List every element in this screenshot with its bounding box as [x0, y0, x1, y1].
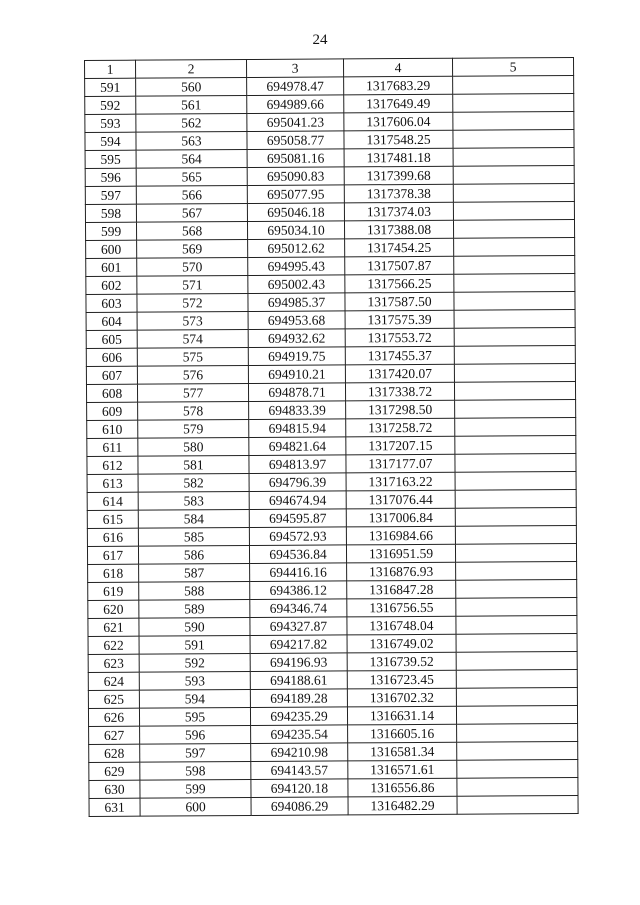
table-cell — [453, 112, 574, 131]
table-cell: 576 — [137, 366, 248, 385]
table-cell — [455, 508, 576, 527]
table-cell: 601 — [86, 258, 137, 276]
table-row — [89, 795, 578, 816]
table-cell: 1317076.44 — [346, 490, 455, 509]
table-cell: 694188.61 — [250, 671, 347, 690]
table-cell — [453, 130, 574, 149]
table-cell: 604 — [86, 312, 137, 330]
table-cell: 581 — [138, 455, 249, 474]
table-cell — [455, 400, 576, 419]
table-cell — [455, 526, 576, 545]
table-cell: 593 — [139, 671, 250, 690]
table-cell: 1316556.86 — [348, 778, 457, 797]
table-cell: 617 — [87, 546, 138, 564]
table-cell: 1317163.22 — [346, 472, 455, 491]
table-cell: 564 — [136, 150, 247, 169]
table-cell: 597 — [140, 743, 251, 762]
table-cell — [454, 310, 575, 329]
table-cell: 621 — [88, 618, 139, 636]
table-cell — [454, 382, 575, 401]
column-header-5: 5 — [452, 58, 573, 77]
table-cell — [454, 328, 575, 347]
table-cell — [455, 544, 576, 563]
table-cell: 628 — [89, 744, 140, 762]
table-cell: 1317378.38 — [344, 184, 453, 203]
table-cell: 583 — [138, 491, 249, 510]
table-cell — [456, 669, 577, 688]
table-cell: 1317649.49 — [344, 94, 453, 113]
table-cell — [457, 723, 578, 742]
table-cell: 599 — [85, 222, 136, 240]
table-cell: 1316748.04 — [347, 616, 456, 635]
table-cell: 694120.18 — [251, 779, 348, 798]
table-cell: 626 — [88, 708, 139, 726]
table-cell: 695058.77 — [247, 131, 344, 150]
table-cell: 588 — [139, 581, 250, 600]
table-cell — [453, 148, 574, 167]
table-cell: 1317507.87 — [345, 256, 454, 275]
table-cell — [453, 76, 574, 95]
table-cell: 620 — [88, 600, 139, 618]
table-cell: 694416.16 — [250, 563, 347, 582]
table-cell: 563 — [136, 132, 247, 151]
table-cell: 694327.87 — [250, 617, 347, 636]
table-cell: 627 — [89, 726, 140, 744]
table-cell: 694932.62 — [248, 329, 345, 348]
table-cell: 596 — [140, 725, 251, 744]
table-cell: 1316571.61 — [348, 760, 457, 779]
table-cell: 694796.39 — [249, 473, 346, 492]
table-cell: 1317298.50 — [346, 400, 455, 419]
table-cell: 1317399.68 — [344, 166, 453, 185]
table-cell — [456, 562, 577, 581]
table-cell: 694985.37 — [248, 293, 345, 312]
table-cell — [453, 202, 574, 221]
table-cell: 561 — [136, 96, 247, 115]
table-cell: 574 — [137, 330, 248, 349]
table-cell: 1317566.25 — [345, 274, 454, 293]
table-cell: 597 — [85, 186, 136, 204]
table-cell: 1316749.02 — [347, 634, 456, 653]
table-cell: 611 — [87, 438, 138, 456]
table-cell: 622 — [88, 636, 139, 654]
table-cell: 694572.93 — [249, 527, 346, 546]
table-cell — [454, 292, 575, 311]
table-cell: 695041.23 — [247, 113, 344, 132]
table-cell: 1316984.66 — [346, 526, 455, 545]
table-cell: 616 — [87, 528, 138, 546]
column-header-4: 4 — [343, 58, 452, 77]
table-cell: 594 — [139, 689, 250, 708]
table-cell: 694813.97 — [249, 455, 346, 474]
column-header-3: 3 — [247, 59, 344, 78]
table-cell: 1317606.04 — [344, 112, 453, 131]
table-cell: 605 — [86, 330, 137, 348]
table-cell: 568 — [136, 222, 247, 241]
table-cell: 580 — [138, 438, 249, 457]
table-cell — [455, 454, 576, 473]
table-cell: 1317553.72 — [345, 328, 454, 347]
table-cell — [453, 184, 574, 203]
table-cell: 694210.98 — [251, 743, 348, 762]
table-cell: 586 — [138, 545, 249, 564]
table-cell: 1317455.37 — [345, 346, 454, 365]
table-cell: 593 — [85, 114, 136, 132]
table-cell: 1317587.50 — [345, 292, 454, 311]
table-cell: 606 — [86, 348, 137, 366]
table-cell: 1317374.03 — [344, 202, 453, 221]
table-cell: 694995.43 — [248, 257, 345, 276]
table-cell: 573 — [137, 312, 248, 331]
table-cell: 630 — [89, 780, 140, 798]
table-cell: 609 — [87, 402, 138, 420]
table-cell: 592 — [139, 653, 250, 672]
table-cell: 567 — [136, 204, 247, 223]
table-cell: 613 — [87, 474, 138, 492]
table-cell: 570 — [137, 258, 248, 277]
table-cell — [454, 346, 575, 365]
table-cell: 694196.93 — [250, 653, 347, 672]
coordinates-table — [84, 57, 579, 817]
table-cell: 1317006.84 — [346, 508, 455, 527]
table-cell — [456, 580, 577, 599]
table-cell: 562 — [136, 114, 247, 133]
table-cell — [457, 777, 578, 796]
table-cell: 695012.62 — [248, 239, 345, 258]
table-cell: 629 — [89, 762, 140, 780]
table-cell: 595 — [85, 150, 136, 168]
table-cell: 1317258.72 — [346, 418, 455, 437]
table-cell: 610 — [87, 420, 138, 438]
table-cell: 1316605.16 — [348, 724, 457, 743]
table-cell: 577 — [137, 384, 248, 403]
table-cell: 1317481.18 — [344, 148, 453, 167]
table-cell: 631 — [89, 798, 140, 816]
table-cell: 694235.29 — [250, 707, 347, 726]
table-cell — [455, 472, 576, 491]
table-cell: 579 — [138, 420, 249, 439]
table-cell: 571 — [137, 276, 248, 295]
table-cell: 623 — [88, 654, 139, 672]
table-cell: 1317338.72 — [345, 382, 454, 401]
table-cell: 694978.47 — [247, 77, 344, 96]
table-cell: 694815.94 — [249, 419, 346, 438]
table-cell: 575 — [137, 348, 248, 367]
table-cell: 1316739.52 — [347, 652, 456, 671]
table-cell: 566 — [136, 186, 247, 205]
table-cell — [455, 418, 576, 437]
table-cell: 1316482.29 — [348, 796, 457, 815]
table-cell — [457, 795, 578, 814]
table-cell: 572 — [137, 294, 248, 313]
table-cell: 694086.29 — [251, 797, 348, 816]
table-cell: 694143.57 — [251, 761, 348, 780]
table-cell: 1317575.39 — [345, 310, 454, 329]
table-cell — [454, 238, 575, 257]
table-cell: 615 — [87, 510, 138, 528]
table-cell — [453, 166, 574, 185]
table-cell — [454, 274, 575, 293]
table-cell — [455, 490, 576, 509]
table-cell: 1316723.45 — [347, 670, 456, 689]
table-cell: 1316847.28 — [347, 580, 456, 599]
table-cell: 587 — [139, 563, 250, 582]
table-cell: 595 — [139, 707, 250, 726]
table-cell: 1316581.34 — [348, 742, 457, 761]
table-cell: 612 — [87, 456, 138, 474]
table-cell: 694217.82 — [250, 635, 347, 654]
column-header-2: 2 — [136, 60, 247, 79]
table-body — [85, 76, 578, 817]
table-cell: 1317388.08 — [344, 220, 453, 239]
table-cell: 694674.94 — [249, 491, 346, 510]
table-cell: 591 — [139, 635, 250, 654]
table-cell: 565 — [136, 168, 247, 187]
table-cell: 1316631.14 — [347, 706, 456, 725]
table-cell — [456, 597, 577, 616]
table-cell — [457, 741, 578, 760]
table-cell: 694878.71 — [248, 383, 345, 402]
table-cell: 618 — [88, 564, 139, 582]
table-cell: 1316951.59 — [346, 544, 455, 563]
table-cell: 1317683.29 — [344, 76, 453, 95]
table-cell: 694346.74 — [250, 599, 347, 618]
table-cell — [454, 256, 575, 275]
table-cell: 695034.10 — [247, 221, 344, 240]
table-cell: 694821.64 — [249, 437, 346, 456]
table-cell: 619 — [88, 582, 139, 600]
table-cell: 569 — [137, 240, 248, 259]
table-cell: 600 — [140, 797, 251, 816]
table-cell: 578 — [138, 402, 249, 421]
table-cell: 600 — [86, 240, 137, 258]
table-cell: 1316702.32 — [347, 688, 456, 707]
table-cell: 1317548.25 — [344, 130, 453, 149]
table-cell: 695002.43 — [248, 275, 345, 294]
table-cell: 694833.39 — [249, 401, 346, 420]
table-cell — [456, 615, 577, 634]
table-cell: 602 — [86, 276, 137, 294]
table-cell: 694953.68 — [248, 311, 345, 330]
table-cell — [453, 220, 574, 239]
table-cell: 614 — [87, 492, 138, 510]
table-cell — [454, 364, 575, 383]
table-cell: 1316756.55 — [347, 598, 456, 617]
table-cell: 585 — [138, 527, 249, 546]
table-cell: 694235.54 — [251, 725, 348, 744]
table-cell: 695081.16 — [247, 149, 344, 168]
table-cell: 560 — [136, 78, 247, 97]
table-cell: 694189.28 — [250, 689, 347, 708]
table-cell: 1317454.25 — [345, 238, 454, 257]
table-cell: 584 — [138, 509, 249, 528]
table-cell — [456, 651, 577, 670]
table-cell: 589 — [139, 599, 250, 618]
table-cell — [455, 436, 576, 455]
table-cell — [456, 633, 577, 652]
table-cell: 694536.84 — [249, 545, 346, 564]
table-cell: 1316876.93 — [347, 562, 456, 581]
table-cell: 598 — [140, 761, 251, 780]
table-cell: 592 — [85, 96, 136, 114]
table-cell — [453, 94, 574, 113]
table-cell — [456, 705, 577, 724]
table-cell: 694595.87 — [249, 509, 346, 528]
table-cell: 695090.83 — [247, 167, 344, 186]
table-cell: 694989.66 — [247, 95, 344, 114]
table-cell: 591 — [85, 78, 136, 96]
table-cell: 1317177.07 — [346, 454, 455, 473]
table-cell: 598 — [85, 204, 136, 222]
table-cell: 590 — [139, 617, 250, 636]
column-header-1: 1 — [85, 60, 136, 78]
table-cell: 694919.75 — [248, 347, 345, 366]
table-cell: 1317420.07 — [345, 364, 454, 383]
table-cell: 596 — [85, 168, 136, 186]
table-cell — [456, 687, 577, 706]
table-cell: 608 — [86, 384, 137, 402]
table-cell: 625 — [88, 690, 139, 708]
table-cell: 582 — [138, 473, 249, 492]
table-cell: 694910.21 — [248, 365, 345, 384]
table-cell: 607 — [86, 366, 137, 384]
table-cell: 695046.18 — [247, 203, 344, 222]
table-cell: 599 — [140, 779, 251, 798]
page-number: 24 — [312, 32, 328, 48]
table-cell: 694386.12 — [250, 581, 347, 600]
table-cell: 624 — [88, 672, 139, 690]
table-cell: 1317207.15 — [346, 436, 455, 455]
table-cell — [457, 759, 578, 778]
table-cell: 603 — [86, 294, 137, 312]
table-cell: 594 — [85, 132, 136, 150]
table-cell: 695077.95 — [247, 185, 344, 204]
